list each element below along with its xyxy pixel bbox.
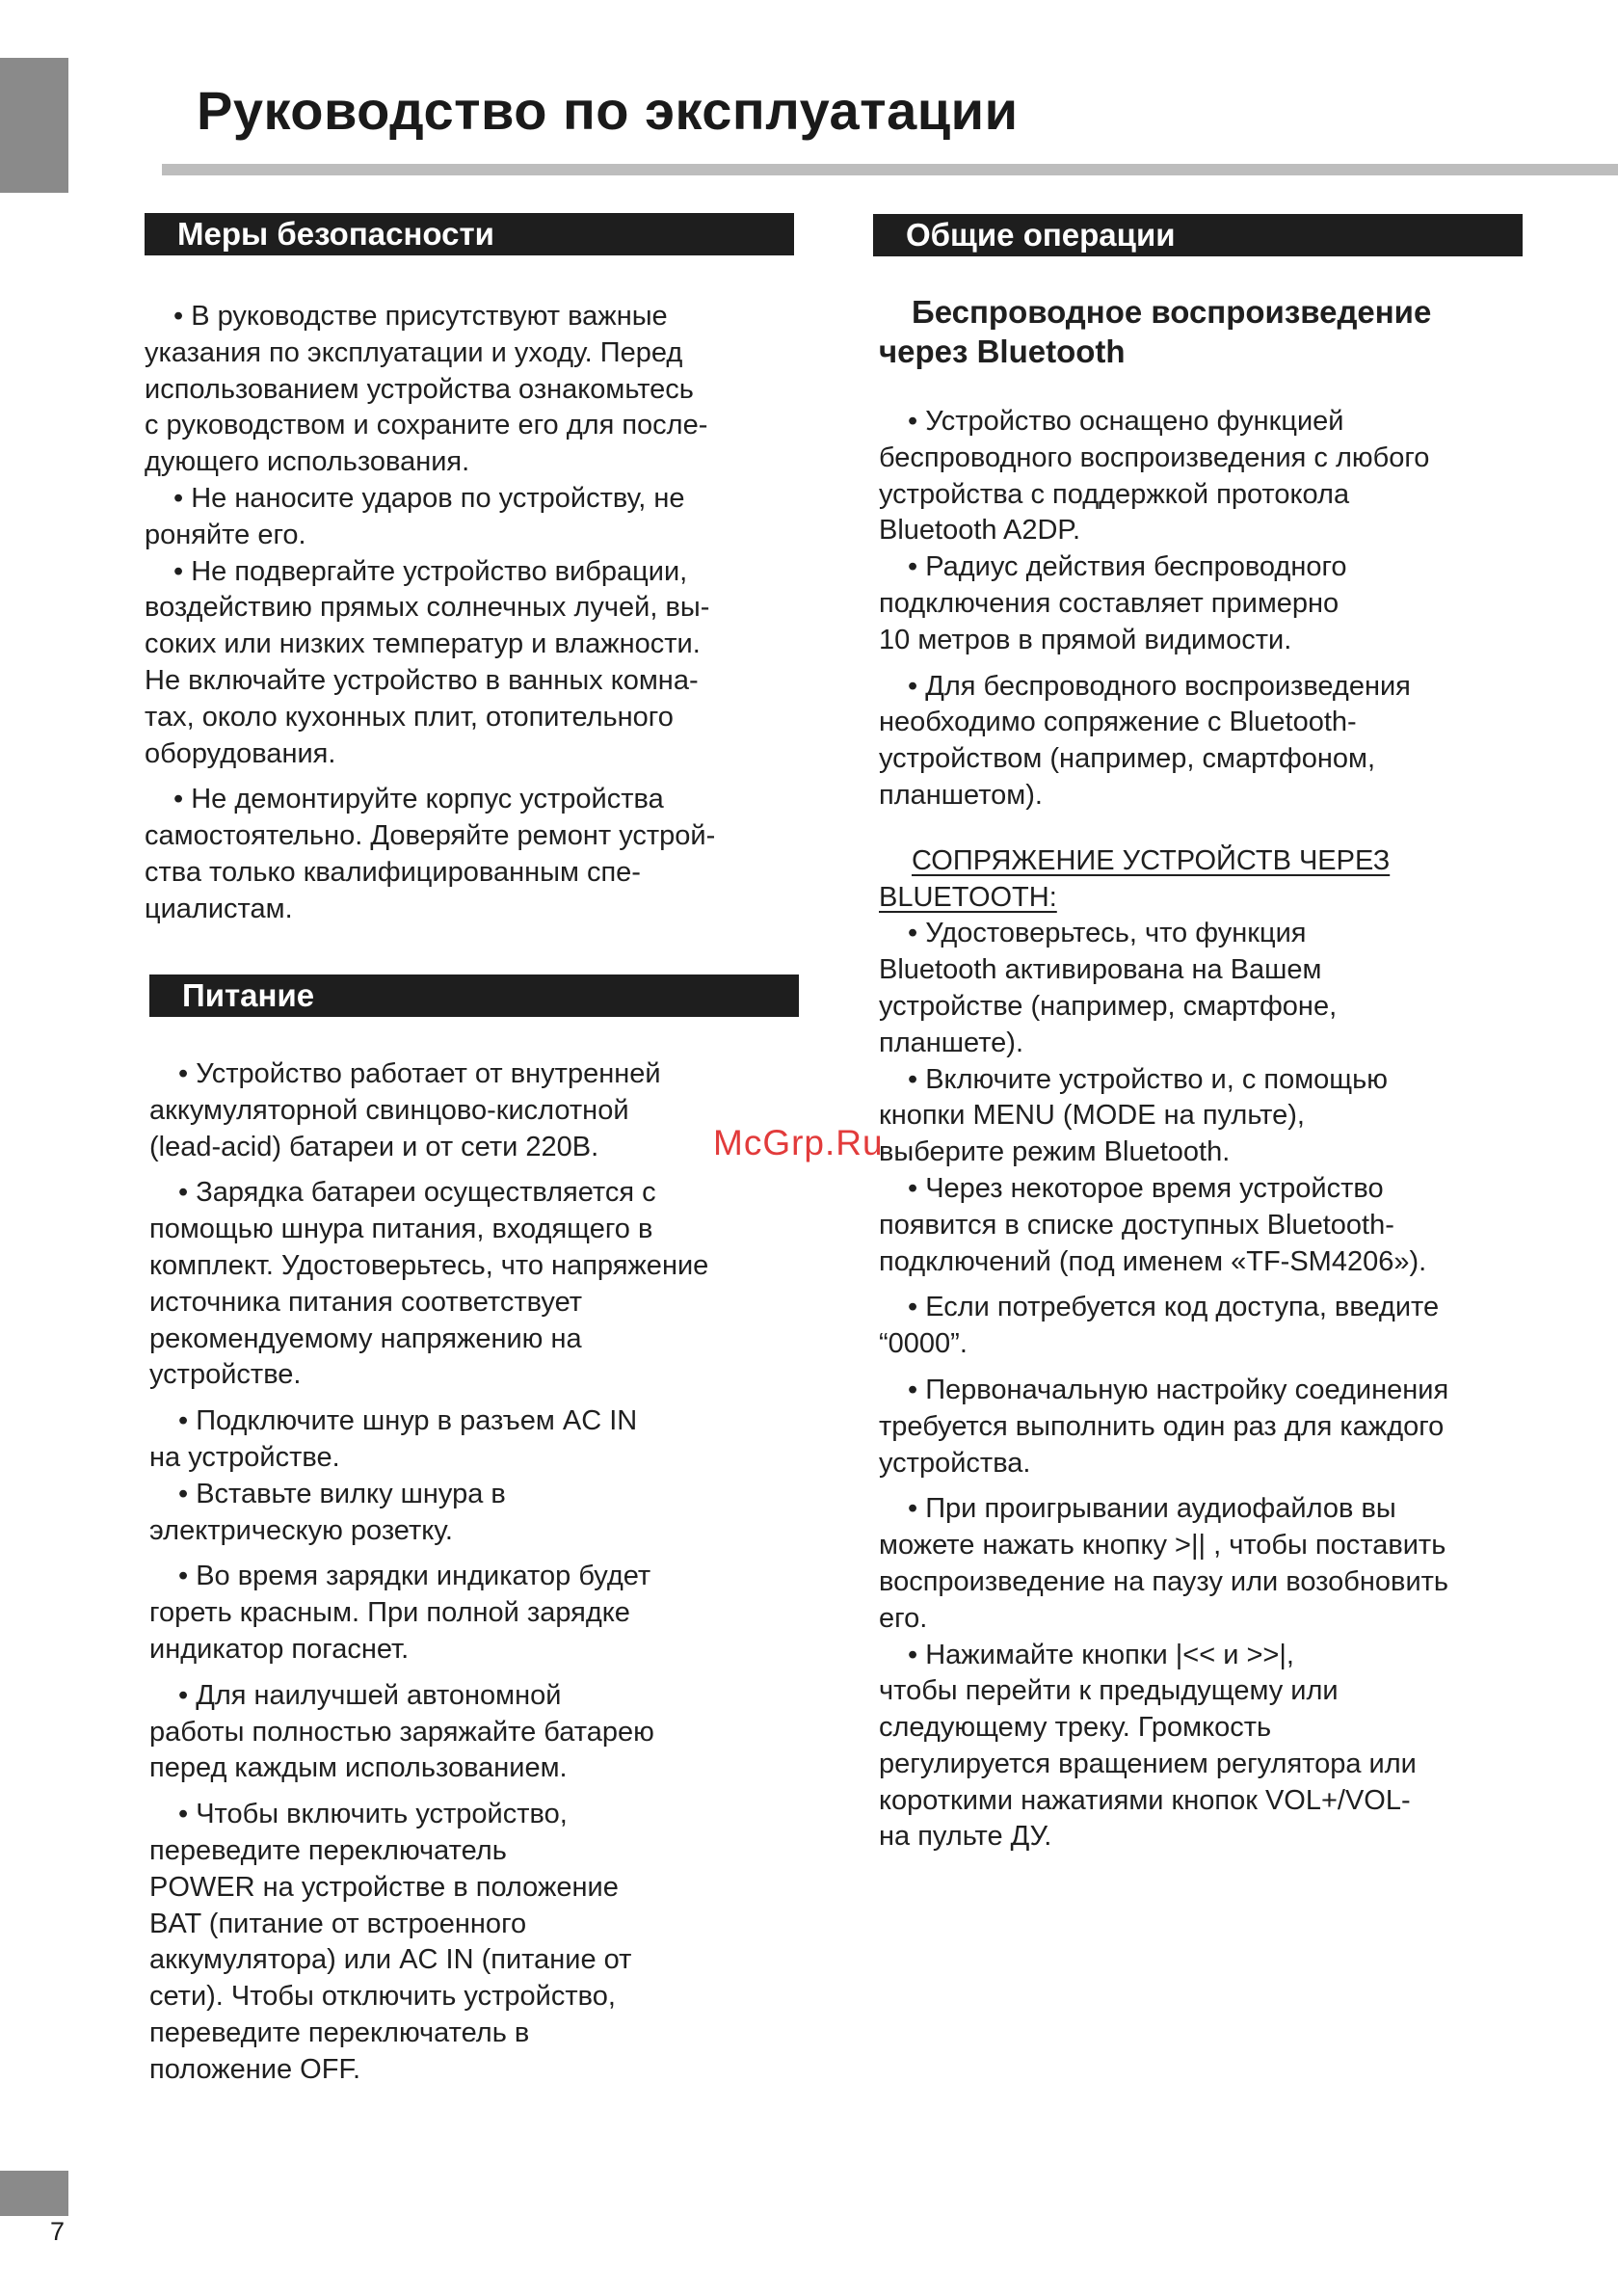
- text-line: работы полностью заряжайте батарею: [149, 1716, 654, 1748]
- text-line: • Удостоверьтесь, что функция: [908, 918, 1307, 949]
- text-line: с руководством и сохраните его для после-: [145, 410, 708, 441]
- text-line: • Радиус действия беспроводного: [908, 551, 1347, 583]
- text-line: • Не демонтируйте корпус устройства: [173, 784, 664, 815]
- text-line: • Первоначальную настройку соединения: [908, 1374, 1449, 1405]
- text-line: устройством (например, смартфоном,: [879, 743, 1376, 775]
- text-line: • Во время зарядки индикатор будет: [178, 1561, 651, 1592]
- operations-paragraph: [879, 669, 1534, 814]
- text-line: роняйте его.: [145, 519, 306, 550]
- text-line: его.: [879, 1602, 928, 1634]
- text-line: • Не подвергайте устройство вибрации,: [173, 555, 688, 587]
- text-line: • Зарядка батареи осуществляется с: [178, 1177, 656, 1209]
- power-paragraph: [149, 1403, 799, 1477]
- pairing-paragraph: [879, 916, 1534, 1061]
- text-line: • Устройство работает от внутренней: [178, 1058, 661, 1089]
- text-line: Не включайте устройство в ванных комна-: [145, 664, 699, 696]
- text-line: POWER на устройстве в положение: [149, 1871, 619, 1903]
- power-paragraph: [149, 1175, 799, 1394]
- text-line: комплект. Удостоверьтесь, что напряжение: [149, 1249, 709, 1281]
- text-line: устройства с поддержкой протокола: [879, 478, 1350, 510]
- text-line: • Через некоторое время устройство: [908, 1172, 1384, 1204]
- text-line: появится в списке доступных Bluetooth-: [879, 1209, 1394, 1241]
- safety-paragraph: [145, 299, 794, 481]
- power-paragraph: [149, 1056, 799, 1165]
- text-line: планшетом).: [879, 779, 1043, 811]
- operations-text: [879, 292, 1534, 1855]
- text-line: • Подключите шнур в разъем AC IN: [178, 1405, 638, 1437]
- safety-paragraph: [145, 782, 794, 927]
- text-line: соких или низких температур и влажности.: [145, 628, 701, 660]
- text-line: • В руководстве присутствуют важные: [173, 301, 668, 332]
- text-line: • Нажимайте кнопки |<< и >>|,: [908, 1639, 1294, 1670]
- pairing-paragraph: [879, 1171, 1534, 1280]
- text-line: указания по эксплуатации и уходу. Перед: [145, 336, 683, 368]
- text-line: требуется выполнить один раз для каждого: [879, 1410, 1445, 1442]
- text-line: на устройстве.: [149, 1441, 340, 1473]
- subheading-line: Беспроводное воспроизведение: [912, 294, 1432, 330]
- text-line: выберите режим Bluetooth.: [879, 1136, 1231, 1168]
- text-line: ства только квалифицированным спе-: [145, 856, 641, 888]
- text-line: BAT (питание от встроенного: [149, 1908, 527, 1939]
- safety-paragraph: [145, 481, 794, 554]
- text-line: воспроизведение на паузу или возобновить: [879, 1565, 1449, 1597]
- text-line: помощью шнура питания, входящего в: [149, 1214, 653, 1245]
- text-line: электрическую розетку.: [149, 1514, 453, 1546]
- text-line: перед каждым использованием.: [149, 1752, 568, 1784]
- safety-paragraph: [145, 554, 794, 773]
- text-line: следующему треку. Громкость: [879, 1712, 1272, 1744]
- text-line: планшете).: [879, 1027, 1023, 1058]
- text-line: кнопки MENU (MODE на пульте),: [879, 1100, 1305, 1132]
- text-line: • Чтобы включить устройство,: [178, 1799, 568, 1830]
- page-number: 7: [50, 2217, 66, 2246]
- text-line: 10 метров в прямой видимости.: [879, 624, 1292, 655]
- text-line: “0000”.: [879, 1328, 968, 1360]
- text-line: рекомендуемому напряжению на: [149, 1322, 582, 1354]
- pairing-heading: [879, 843, 1534, 917]
- text-line: • При проигрывании аудиофайлов вы: [908, 1493, 1396, 1525]
- text-line: положение OFF.: [149, 2053, 361, 2085]
- text-line: • Устройство оснащено функцией: [908, 406, 1344, 437]
- pairing-paragraph: [879, 1491, 1534, 1637]
- text-line: дующего использования.: [145, 446, 470, 478]
- subheading-line: через Bluetooth: [879, 334, 1126, 369]
- title-rule: [162, 164, 1618, 175]
- pairing-heading-line: BLUETOOTH:: [879, 881, 1057, 913]
- text-line: • Включите устройство и, с помощью: [908, 1063, 1388, 1095]
- text-line: циалистам.: [145, 893, 293, 924]
- text-line: сети). Чтобы отключить устройство,: [149, 1981, 616, 2013]
- text-line: можете нажать кнопку >|| , чтобы поставить: [879, 1530, 1446, 1562]
- text-line: аккумуляторной свинцово-кислотной: [149, 1094, 629, 1126]
- side-tab-top: [0, 58, 68, 193]
- page-title: Руководство по эксплуатации: [197, 80, 1019, 141]
- operations-paragraph: [879, 549, 1534, 658]
- text-line: короткими нажатиями кнопок VOL+/VOL-: [879, 1784, 1411, 1816]
- text-line: устройстве.: [149, 1359, 302, 1391]
- text-line: чтобы перейти к предыдущему или: [879, 1675, 1339, 1707]
- text-line: • Если потребуется код доступа, введите: [908, 1292, 1440, 1323]
- text-line: устройстве (например, смартфоне,: [879, 990, 1338, 1022]
- watermark: McGrp.Ru: [713, 1123, 884, 1162]
- safety-heading: Меры безопасности: [145, 213, 794, 255]
- pairing-paragraph: [879, 1638, 1534, 1856]
- power-heading: Питание: [149, 974, 799, 1017]
- text-line: воздействию прямых солнечных лучей, вы-: [145, 592, 710, 624]
- text-line: (lead-acid) батареи и от сети 220В.: [149, 1131, 599, 1162]
- text-line: Bluetooth активирована на Вашем: [879, 954, 1322, 986]
- power-paragraph: [149, 1678, 799, 1787]
- pairing-paragraph: [879, 1290, 1534, 1363]
- power-paragraph: [149, 1559, 799, 1668]
- safety-text: [145, 299, 794, 928]
- text-line: использованием устройства ознакомьтесь: [145, 373, 694, 405]
- operations-heading: Общие операции: [873, 214, 1523, 256]
- text-line: необходимо сопряжение с Bluetooth-: [879, 707, 1357, 738]
- pairing-paragraph: [879, 1062, 1534, 1171]
- text-line: аккумулятора) или AC IN (питание от: [149, 1944, 632, 1976]
- text-line: • Для беспроводного воспроизведения: [908, 670, 1411, 702]
- text-line: устройства.: [879, 1447, 1031, 1479]
- text-line: беспроводного воспроизведения с любого: [879, 441, 1430, 473]
- text-line: • Не наносите ударов по устройству, не: [173, 482, 685, 514]
- text-line: индикатор погаснет.: [149, 1633, 410, 1665]
- operations-paragraph: [879, 404, 1534, 549]
- pairing-paragraph: [879, 1373, 1534, 1482]
- power-paragraph: [149, 1477, 799, 1550]
- text-line: переведите переключатель в: [149, 2016, 530, 2048]
- text-line: тах, около кухонных плит, отопительного: [145, 701, 674, 733]
- text-line: самостоятельно. Доверяйте ремонт устрой-: [145, 820, 716, 852]
- power-paragraph: [149, 1797, 799, 2088]
- text-line: подключения составляет примерно: [879, 587, 1339, 619]
- text-line: регулируется вращением регулятора или: [879, 1748, 1417, 1779]
- text-line: Bluetooth A2DP.: [879, 515, 1081, 547]
- pairing-heading-line: СОПРЯЖЕНИЕ УСТРОЙСТВ ЧЕРЕЗ: [912, 844, 1391, 876]
- power-text: [149, 1056, 799, 2089]
- text-line: на пульте ДУ.: [879, 1821, 1052, 1853]
- bluetooth-subheading: [879, 292, 1534, 371]
- text-line: источника питания соответствует: [149, 1286, 583, 1318]
- text-line: • Для наилучшей автономной: [178, 1679, 562, 1711]
- text-line: переведите переключатель: [149, 1834, 507, 1866]
- text-line: гореть красным. При полной зарядке: [149, 1597, 630, 1629]
- text-line: оборудования.: [145, 737, 336, 769]
- text-line: подключений (под именем «TF-SM4206»).: [879, 1245, 1427, 1277]
- side-tab-bottom: [0, 2171, 68, 2216]
- text-line: • Вставьте вилку шнура в: [178, 1478, 506, 1509]
